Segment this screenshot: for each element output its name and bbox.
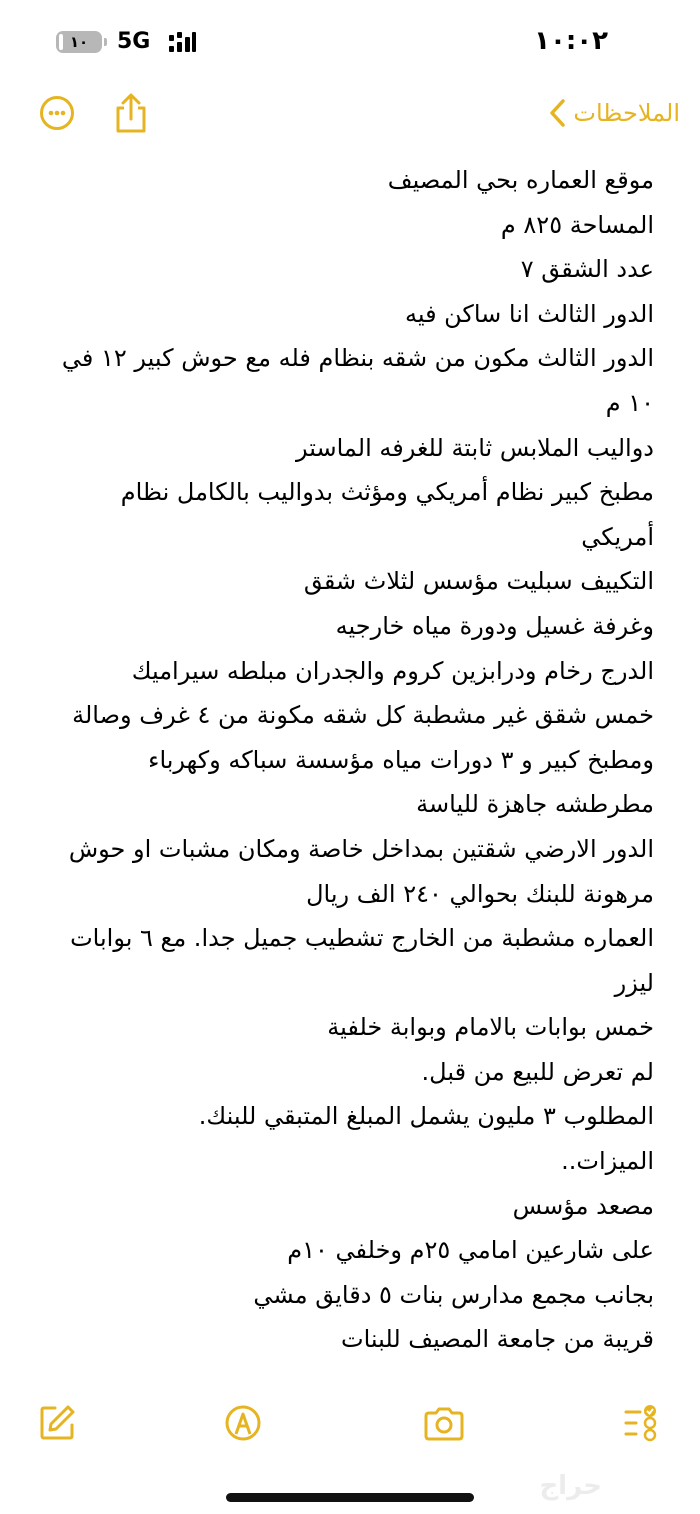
note-line: لم تعرض للبيع من قبل.: [421, 1057, 654, 1086]
note-line: المساحة ٨٢٥ م: [500, 210, 654, 239]
note-line: التكييف سبليت مؤسس لثلاث شقق: [303, 567, 654, 596]
signal-bars-icon: [168, 31, 196, 53]
note-line: بجانب مجمع مدارس بنات ٥ دقايق مشي: [253, 1280, 654, 1309]
note-line: عدد الشقق ٧: [520, 255, 654, 284]
back-label: الملاحظات: [573, 99, 680, 127]
note-line: الدور الثالث انا ساكن فيه: [404, 299, 654, 328]
ellipsis-dots: [43, 99, 71, 127]
checklist-icon[interactable]: [622, 1404, 660, 1442]
note-line: دواليب الملابس ثابتة للغرفه الماستر: [296, 433, 654, 462]
note-line: الميزات..: [561, 1147, 654, 1176]
watermark-logo: حراج: [539, 1471, 602, 1501]
note-line: العماره مشطبة من الخارج تشطيب جميل جدا. مع ٦ بوابات ليزر: [70, 924, 654, 997]
note-line: المطلوب ٣ مليون يشمل المبلغ المتبقي للبنك.: [198, 1102, 654, 1131]
note-line: الدور الارضي شقتين بمداخل خاصة ومكان مشبات او حوش: [68, 834, 654, 863]
note-line: الدرج رخام ودرابزين كروم والجدران مبلطه سيراميك: [131, 656, 654, 685]
note-line: خمس شقق غير مشطبة كل شقه مكونة من ٤ غرف وصالة ومطبخ كبير و ٣ دورات مياه مؤسسة سباكه وكهرباء مطرطشه جاهزة للياسة: [72, 701, 654, 819]
network-label: 5G: [117, 29, 151, 54]
note-line: قريبة من جامعة المصيف للبنات: [341, 1325, 654, 1354]
battery-level: ١٠: [69, 33, 89, 51]
share-icon[interactable]: [112, 92, 150, 134]
bottom-toolbar: [0, 1400, 700, 1450]
note-line: على شارعين امامي ٢٥م وخلفي ١٠م: [287, 1236, 654, 1265]
battery-tip: [104, 38, 107, 46]
note-line: الدور الثالث مكون من شقه بنظام فله مع حوش كبير ١٢ في ١٠ م: [61, 344, 654, 417]
home-indicator[interactable]: [226, 1493, 474, 1502]
back-button[interactable]: [547, 96, 680, 130]
camera-icon[interactable]: [422, 1404, 466, 1442]
note-line: مصعد مؤسس: [512, 1191, 654, 1220]
pen-tip-icon[interactable]: [224, 1404, 262, 1442]
note-line: مطبخ كبير نظام أمريكي ومؤثث بدواليب بالكامل نظام أمريكي: [120, 478, 654, 551]
note-line: موقع العماره بحي المصيف: [387, 166, 654, 194]
ellipsis-circle-icon[interactable]: [40, 96, 74, 130]
status-bar: [0, 0, 700, 90]
chevron-left-icon: [547, 98, 567, 128]
note-body[interactable]: [42, 158, 654, 1362]
note-line: خمس بوابات بالامام وبوابة خلفية: [327, 1013, 654, 1042]
battery-icon: [56, 31, 102, 53]
clock: ١٠:٠٢: [534, 26, 608, 56]
note-line: مرهونة للبنك بحوالي ٢٤٠ الف ريال: [306, 879, 654, 908]
compose-icon[interactable]: [38, 1404, 76, 1442]
note-line: وغرفة غسيل ودورة مياه خارجيه: [335, 611, 654, 640]
